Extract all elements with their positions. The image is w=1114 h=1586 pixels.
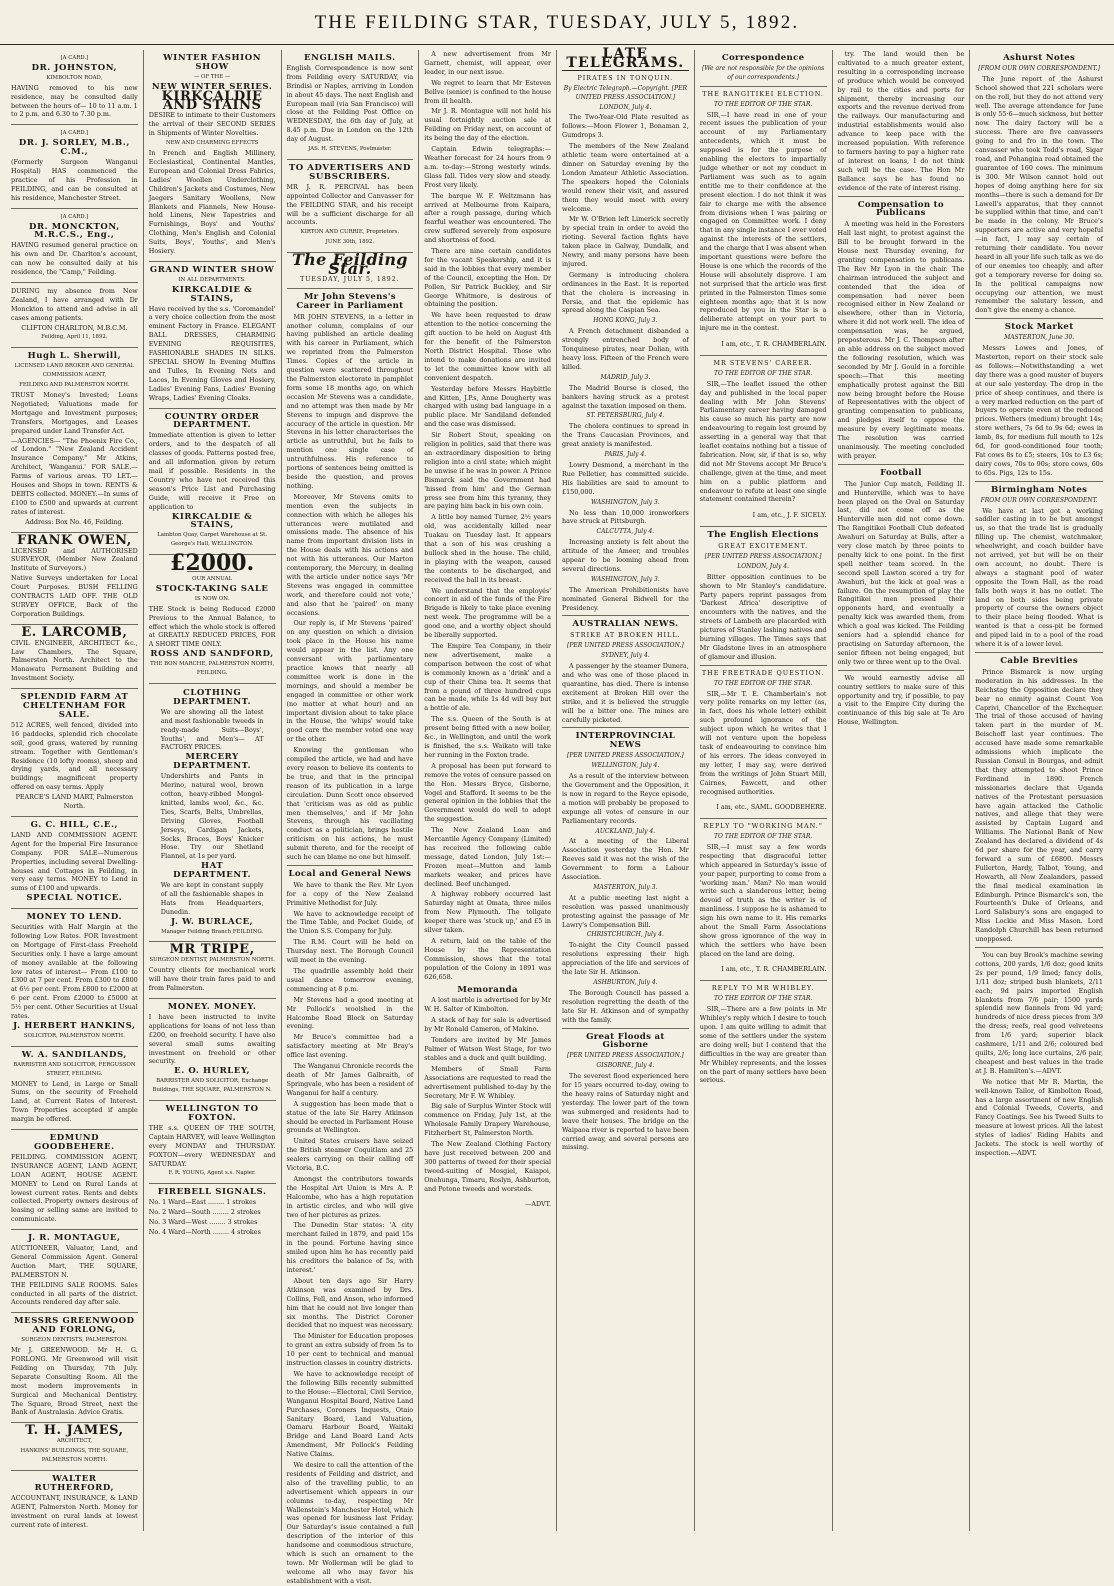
ad-extra: Native Surveys undertaken for Local Court Purposes. BUSH FELLING CONTRACTS LAID OFF. THE OLD SURVEY OFFICE, Back of the Corporation Buildings. [11,574,138,618]
ad-name: DR. JOHNSTON, [31,62,118,73]
telegram-item: Germany is introducing cholera ordinances in the East. It is reported that the cholera is increasing in Persia, and that the epidemic has spread along the Caspian Sea. [562,270,689,315]
news-item: A lost marble is advertised for by Mr W. H. Salter of Kimbolton. [424,996,551,1014]
letter-salutation: TO THE EDITOR OF THE STAR. [713,995,813,1003]
firebell-row: No. 4 Ward—North ........ 4 strokes [148,1227,261,1236]
ad-sub: STOCK-TAKING SALE [155,583,269,594]
editor-note: [We are not responsible for the opinions of our correspondents.] [701,64,825,81]
dateline: CALCUTTA, July 4. [596,528,655,536]
ad-hurley [149,999,276,1101]
ad-clothing-factory [149,684,276,942]
article-heading: Birmingham Notes [991,484,1088,495]
ad-name: MESSRS GREENWOOD AND FORLONG, [14,1316,135,1336]
article-paragraph: Our reply is, if Mr Stevens 'paired' on any question on which a division took place in the House his name would appear in the list. Any one conversant with parliamentary practice knows that nearly all committee work is done in the mornings, and should a member be engaged in committee or other work (no matter at what hour) and an important division about to take place in the House, the 'whips' would take good care the member voted one way or the other. [286,619,414,744]
press-credit: [PER UNITED PRESS ASSOCIATION.] [567,1052,684,1060]
article-paragraph: We have at last got a working saddler casting in to be but amongst us, so that the trade list is gradually filling up. The chemist, watchmaker, wheelwright, and coach builder have not arrived, yet but will be on their own account, no doubt. There is always a stagnant pool of water opposite the Town Hall, as the road falls both ways it has no outlet. The land on both sides being private property of course the owners object to their place being flooded. What is wanted is that a cess-pit be formed and piped laid in to a pool of the road where it is of a lower level. [975,506,1103,649]
notice-signature: JAS. H. STEVENS, Postmaster. [308,146,392,153]
article-paragraph: Knowing the gentleman who compiled the article, we had and have every reason to believe its contents to be true, and that in the principal reason of its publication in a large circulation. Dunn Scott once observed that 'criticism was as old as public men themselves,' and if Mr John Stevens, through his vacillating conduct as a politician, brings hostile criticism on his actions, he must submit thereto, and for the receipt of such he can blame no one but himself. [286,746,414,862]
divider [700,980,827,981]
news-item: Tenders are invited by Mr James Palmer of Watson West Stage, for two stables and a duck and quilt building. [424,1036,551,1062]
telegram-item: As a result of the interview between the Government and the Opposition, it is now in regard to the Reyce episode, a motion will probably be proposed to expunge all votes of censure in our Parliamentary records. [562,772,689,825]
ad-title: MONEY TO LEND. [26,912,123,923]
ad-hill [11,817,138,909]
divider [975,481,1103,482]
ad-winter-fashion [149,50,276,262]
letter-salutation: TO THE EDITOR OF THE STAR. [713,679,813,687]
press-credit: By Electric Telegraph.—Copyright. [PER UNITED PRESS ASSOCIATION.] [563,84,687,101]
ad-sherwill [11,348,138,532]
press-credit: [FROM OUR OWN CORRESPONDENT.] [978,64,1100,72]
section-subheading: STRIKE AT BROKEN HILL. [570,631,681,640]
article-heading: Stock Market [1004,322,1074,333]
news-item: Captain Edwin telegraphs:—Weather forecast for 24 hours from 9 a.m. to-day:—Strong westerly winds. Glass fall. Tides very slow and steady. Frost very likely. [424,145,551,189]
ad-name: J. R. MONTAGUE, [28,1233,121,1244]
ad-title: FIREBELL SIGNALS. [157,1187,267,1198]
notice-body: MR J. R. PERCIVAL has been appointed Collector and Canvasser for the FEILDING STAR, and his receipt will be a sufficient discharge for all accounts. [286,182,414,227]
article-paragraph: We would earnestly advise all country settlers to make sure of this opportunity and try, if possible, to pay a visit to the Empire City during the continuance of this big sale at Te Aro House, Wellington. [837,673,965,727]
ad-name: MR TRIPE, [169,942,255,958]
ad-stock-taking [148,550,276,684]
ad-name: WALTER RUTHERFORD, [34,1473,115,1493]
column-4 [419,50,557,1531]
article-heading: Compensation to Publicans [857,199,944,219]
article-paragraph: A meeting was held in the Foresters Hall last night, to protest against the Bill to be brought forward in the House next Thursday evening, for granting compensation to publicans. The Rev Mr Lyon in the chair. The chairman introduced the subject and contended that the idea of compensation had never been recognised either in New Zealand or elsewhere, other than in Victoria, where it did not work well. The idea of compensation was, he argued, preposterous. Mr J. C. Thompson after an able address on the subject moved the following resolution, which was seconded by Mr J. Gould in a forcible speech:—That this meeting emphatically protest against the Bill now being brought before the House of Representatives with the object of granting compensation to publicans, and pledges itself to oppose the measure by every legitimate means. The resolution was carried unanimously. The meeting concluded with prayer. [837,220,965,460]
ad-name: J. HERBERT HANKINS, [13,1021,136,1031]
ad-body: ACCOUNTANT, INSURANCE, & LAND AGENT, Palmerston North. Money for investment on rural lands at lowest current rate of interest. [11,1493,138,1529]
telegram-item: The Madrid Bourse is closed, the bankers having struck as a protest against the taxation imposed on them. [562,383,689,410]
news-item: The Empire Tea Company, in their new advertisement, make a comparison between the cost of what is commonly known as a 'drink' and a cup of their China tea. It seems that from a pound of three hundred cups can be made, while 1s 4d will buy but a bottle of ale. [424,642,551,713]
dateline: MASTERTON, June 30. [1004,334,1075,342]
ad-address: Address: Box No. 46, Feilding. [25,517,124,526]
letter-salutation: TO THE EDITOR OF THE STAR. [713,833,813,841]
masthead [0,0,1114,45]
letter-heading: REPLY TO MR WHIBLEY. [711,984,815,993]
column-3 [282,50,420,1585]
ad-date: Feilding, April 11, 1892. [41,334,108,341]
news-item: About ten days ago Sir Harry Atkinson was examined by Drs. Collins, Fell, and Anson, who informed him that he could not live longer than six months. The District Coroner decided that no inquest was necessary. [286,1276,414,1330]
ad-larcomb [11,625,138,689]
telegram-item: To-night the City Council passed resolutions expressing their high appreciation of the life and services of the late Sir H. Atkinson. [562,941,689,977]
article-heading: Correspondence [721,53,805,63]
telegram-item: The Two-Year-Old Plate resulted as follows:—Moon Flower 1, Bonaman 2, Gumdrops 3. [562,113,689,140]
ad-salerooms: THE FEILDING SALE ROOMS. Sales conducted in all parts of the district. Accounts rendered day after sale. [11,1280,138,1307]
letter-salutation: TO THE EDITOR OF THE STAR. [713,100,813,108]
telegram-item: No less than 10,000 ironworkers have struck at Pittsburgh. [562,508,689,526]
ad-role: SURGEON DENTISTS, PALMERSTON. [21,1337,128,1344]
divider [838,196,965,197]
dateline: WELLINGTON, July 4. [591,762,660,770]
telegram-item: Lowry Desmond, a merchant in the Rue Pelletier, has committed suicide. His liabilities are said to amount to £150,000. [562,460,689,496]
news-item: We have to acknowledge receipt of the Time Table, and Pocket Guide, of the Union S.S. Company for July. [286,909,414,936]
telegram-item: The members of the New Zealand athletic team were entertained at a dinner on Saturday evening by the London Amateur Athletic Association. The speakers hoped the Colonials would renew their visit, and assured them they would meet with every welcome. [562,142,689,213]
letter-body: SIR,—There are a few points in Mr Whibley's reply which I desire to touch upon. I am quite willing to admit that some of the settlers under the system are doing well; but I contend that the difficulties in the way are greater than Mr Whibley represents, and the losses on the part of many settlers have been serious. [699,1005,827,1085]
divider [562,1028,689,1029]
ad-foxton-steamer [149,1101,276,1184]
ad-rutherford [11,1471,138,1534]
article-paragraph: Prince Bismarck is now urging moderation in his addresses. In the Reichstag the Opposition declare they bear no enmity against Count Von Caprivi, Chancellor of the Exchequer. The trial of those accused of having taken part in the murder of M. Beischoff last year continues. The accused have made some remarkable admissions which implicate the Russian Consul in Bourgas, and admit that they attempted to shoot Prince Ferdinand in 1890. French missionaries declare that Uganda natives of the Protestant persuasion have again attacked the Catholic natives, and allege that they were assisted by Captain Lugard and Williams. The National Bank of New Zealand has declared a dividend of 4s 6d per share for the year, and carry forward a sum of £6800. Messrs Fullerton, Hardy, Talbot, Young, and Howarth, all New Zealanders, passed the final medical examination in Edinburgh. Prince Bismarck's son, the Fourteenth's Duke of Orleans, and Lord Salisbury's sons are engaged to Miss Lockie and Miss Mason. Lord Randolph Churchill has been returned unopposed. [975,667,1103,944]
ad-body: CIVIL ENGINEER, ARCHITECT &c., Law Chambers, The Square, Palmerston North. Architect to the Manawatu Permanent Building and Investment Society. [11,638,138,683]
ad-place: FEILDING AND PALMERSTON NORTH. [19,382,130,389]
ad-of: — OF THE — [193,73,231,80]
article-heading: Football [880,467,922,478]
news-item: The quadrille assembly hold their usual dance tomorrow evening, commencing at 8 p.m. [286,967,414,993]
ad-name: T. H. JAMES, [25,1423,124,1439]
divider [700,665,827,666]
ad-name: DR. J. SORLEY, M.B., C.M., [18,138,130,158]
news-item: United States cruisers have seized the British steamer Coquitlam and 25 sealers carrying on their calling off Victoria, B.C. [286,1137,414,1173]
ad-tag: [A CARD.] [60,55,89,61]
letter-salutation: TO THE EDITOR OF THE STAR. [713,369,813,377]
ad-title: CLOTHING DEPARTMENT. [173,688,252,707]
ad-title: MONEY. MONEY. [167,1002,257,1012]
editorial-date: TUESDAY, JULY 5, 1892. [300,275,400,283]
ad-james [11,1423,138,1471]
editorial-flag: The Feilding Star. [291,250,408,279]
dateline: PARIS, July 4. [604,451,647,459]
ad-hankins [11,909,138,1047]
divider [700,355,827,356]
ad-body: HANKINS' BUILDINGS, THE SQUARE, PALMERSTON NORTH. [20,1448,129,1464]
ad-hat-title: HAT DEPARTMENT. [173,861,252,881]
masthead-title: THE FEILDING STAR, TUESDAY, JULY 5, 1892. [314,12,800,33]
ad-body: Country clients for mechanical work will have their train fares paid to and from Palmerston. [148,966,276,993]
ad-firm: KIRKCALDIE AND STAINS [161,88,263,113]
late-telegrams-heading: LATE TELEGRAMS. [562,50,689,71]
notice-title: ENGLISH MAILS. [304,53,396,63]
ad-signature: F. R. YOUNG, Agent s.s. Napier. [168,1170,256,1177]
letter-signature: I am, etc., SAML. GOODBEHERE. [716,802,827,811]
ad-body: Have received by the s.s. 'Coromandel' a very choice collection from the most eminent Factory in France. ELEGANT BALL DRESSES, CHARMING EVENING REQUISITES, FASHIONABLE SHADES IN SILKS. SPECIAL SHOW In Evening Muffins and Tulles, In Evening Nets and Laces, In Evening Gloves and Hosiery, Ladies' Evening Fans, Ladies' Evening Wraps, Ladies' Evening Cloaks. [148,304,276,402]
ad-role: Manager Feilding Branch FEILDING. [161,928,264,935]
divider [838,670,965,671]
ad-body: THE Stock is being Reduced £2000 Previous to the Annual Balance, to effect which the whole stock is offered at GREATLY REDUCED PRICES, FOR A SHORT TIME ONLY. [148,604,276,649]
column-8 [970,50,1108,1531]
letter-heading: THE RANGITIKEI ELECTION. [702,89,824,98]
ad-sub: NEW AND CHARMING EFFECTS [165,140,259,147]
news-item: A proposal has been put forward to remove the votes of censure passed on the Hon. Messrs Bryce, Gisborne, Vogel and Stafford. It seems to be the general opinion in the lobbies that the Government would do well to adopt the suggestion. [424,761,551,824]
ad-body: I have been instructed to invite applications for loans of not less than £200, on freehold security. I have also several small sums awaiting investment on freehold or other security. [148,1012,276,1066]
ad-sorley [11,125,138,208]
press-credit: [PER UNITED PRESS ASSOCIATION.] [704,552,822,560]
ad-place: THE BON MARCHE, PALMERSTON NORTH, FEILDING. [150,661,275,677]
news-item: A suggestion has been made that a statue of the late Sir Harry Atkinson should be erected in Parliament House grounds at Wellington. [286,1099,414,1135]
divider [562,727,689,728]
divider [700,526,827,527]
news-item: The Minister for Education proposes to grant an extra subsidy of from 5s to 10 per cent to technical and manual instruction classes in country districts. [286,1332,414,1368]
article-heading: Ashurst Notes [1003,53,1076,63]
news-item: A stack of hay for sale is advertised by Mr Ronald Cameron, of Makino. [424,1016,551,1034]
ad-title: COUNTRY ORDER DEPARTMENT. [164,411,260,431]
ad-country-order [149,409,276,556]
ad-body: MONEY to Lend, in Large or Small Sums, on the security of Freehold Land, at Current Rates of Interest. Town Properties accepted if ample margin be offered. [11,1079,138,1124]
ad-greenwood [11,1313,138,1423]
news-item: The Dunedin Star states: 'A city merchant failed in 1879, and paid 15s in the pound. Fortune having since smiled upon him he has recently paid his creditors the balance of 5s, with interest.' [286,1221,414,1274]
telegram-item: The American Prohibitionists have nominated General Bidwell for the Presidency. [562,585,689,612]
ad-title: OUR ANNUAL [192,576,233,583]
ad-list: In French and English Millinery, Ecclesiastical, Continental Mantles, European and Colonial Dress Fabrics, Ladies' Woollen Underclothing, Children's Jackets and Costumes, New Jaegers Sanitary Woollens, New Blankets and Flannels, New House-hold Linens, New Tapestries and Furnishings, Boys' and Youths' Clothing, Men's English and Colonial Suits, Boys', Youths', and Men's Hosiery. [148,149,276,256]
firebell-row: No. 1 Ward—East ........ 1 strokes [148,1198,257,1207]
ad-notice: SPECIAL NOTICE. [26,893,123,904]
dateline: ST. PETERSBURG, July 4. [586,412,665,420]
advertorial-paragraph: You can buy Brook's machine sewing cottons, 200 yards, 1/6 doz; good knits 2s per pound, 1/9 lined; fancy dolls, 1/11 doz; striped bush blankets, 2/11 each; 9d pairs imported English blankets from 7/6 pair; 1500 yards splendid new flannels from 9d yard; hundreds of nice dress pieces from 3/9 the dress; reefs, real good velveteens from 1/6 yard; superior black cashmere, 1/11 and 2/6; coloured bed quilts, 2/6; long lace curtains, 2/6 pair, cheapest and best values in the trade at J. B. Hamilton's.—ADVT. [975,951,1103,1075]
ad-body: Immediate attention is given to letter orders, and to the despatch of all classes of goods. Patterns posted free, and all information given by return mail if possible. Residents in the Country who have not received this season's Price List and Purchasing Guide, will receive it Free on application to [148,431,276,511]
ad-mercery-title: MERCERY DEPARTMENT. [173,752,252,772]
ad-address: KIMBOLTON ROAD, [46,74,103,81]
article-heading: Local and General News [288,868,412,879]
dateline: WASHINGTON, July 3. [590,498,660,506]
dateline: LONDON, July 4. [737,562,790,570]
divider [975,947,1103,948]
news-item: A new advertisement from Mr Garnett, chemist, will appear, over leader, in our next issue. [424,50,551,76]
notice-title: TO ADVERTISERS AND SUBSCRIBERS. [288,162,411,182]
news-item: A highway robbery occurred last Saturday night at Omata, three miles from New Plymouth. The tollgate keeper there was 'stuck up,' and £5 in silver taken. [424,890,551,935]
notice-english-mails [287,50,414,160]
article-paragraph: Moreover, Mr Stevens omits to mention even the subjects in connection with which he alleges his utterances were mutilated and omissions made. The absence of his name from important division lists in the House deals with his actions and not with his utterances. Our Marton contemporary, the Mercury, in dealing with the article under notice says 'Mr Stevens was engaged in committee work, and therefore could not vote,' and also that he 'paired' on many occasions. [286,492,414,617]
article-heading: The English Elections [707,530,819,541]
divider [700,86,827,87]
news-item: We desire to call the attention of the residents of Feilding and district, and also of the travelling public, to an advertisement which appears in our columns to-day, respecting Mr Wallenstein's Manchester Hotel, which was opened for business last Friday. Our Saturday's issue contained a full description of the interior of this handsome and commodious structure, which is such an ornament to the town. Mr Wollerman will be glad to welcome all who may favor his establishment with a visit. [286,1461,414,1585]
article-paragraph: The June report of the Ashurst School showed that 221 scholars were on the roll, but they do not attend very well. The average attendance for June is only 55·6—much sickness, but better now. The dairy factory will be a success. There are five canvassers going to and fro in the town. The canvasser who took Todd's road, Sigar road, and Pohangina road obtained the guarantee of 160 cows. The minimum is 300. Mr Wilson cannot hold out hopes of doing anything here for six months—there is such a demand for Dr Lawell's apparatus, that they cannot be supplied within that time, and can't be made in the colony. Mr Bruce's supporters are active and very hopeful—in fact, I may say certain of returning their candidate. You never heard in all your life such talk as we do of our enemies too cheaply, and after got a temporary reverse for doing so. In the political campaigns now occupying our attention, we must remember the salutary lesson, and don't give the enemy a chance. [975,74,1103,315]
article-heading-memoranda: Memoranda [457,984,518,995]
telegram-item: A passenger by the steamer Dunera, and who was one of those placed in quarantine, has died. There is intense excitement at Broken Hill over the strike, and it is believed the struggle will be a bitter one. The mines are carefully picketed. [562,662,689,724]
ad-name: G. C. HILL, C.E., [30,819,119,830]
press-credit: [PER UNITED PRESS ASSOCIATION.] [567,752,684,760]
news-item: A little boy named Turner, 2½ years old, was accidentally killed near Tuakau on Tuesday last. It appears that a son of his was crushing a bullock shed in the house. The child, in playing with the weapon, caused the contents to be discharged, and received the ball in its breast. [424,513,551,584]
ad-address: Lambton Quay, Carpet Warehouse at St. George's Hall, WELLINGTON. [157,532,268,548]
ad-title: GRAND WINTER SHOW [149,264,275,275]
ad-is: IS NOW ON. [194,595,230,602]
ad-montague [11,1230,138,1313]
ad-signature: PEARCE'S LAND MART, Palmerston North. [15,793,134,811]
article-heading: Cable Brevities [1000,656,1078,666]
telegram-item: The cholera continues to spread in the Trans Caucasian Provinces, and great anxiety is manifested. [562,422,689,449]
ad-name: DR. MONCKTON, M.R.C.S., Eng., [28,221,120,241]
ad-tag: [A CARD.] [60,130,89,137]
news-item: A return, laid on the table of the House by the Representation Commission, shows that the total population of the Colony in 1891 was 626,658. [424,937,551,981]
column-1 [6,50,144,1531]
article-paragraph: The Junior Cup match, Feilding II. and Hunterville, which was to have been played on the Oval on Saturday last, did not come off as the Hunterville men did not come down. The Rangitikei Football Club defeated Awahuri on Saturday at Bulls, after a very close match by three points to penalty kick to one point. In the first spell neither team scored. In the second spell Lawton scored a try for Awahuri, but the kick at goal was a failure. On the resumption of play the Rangitikei men pressed their opponents hard, and eventually a penalty kick was awarded them, from which a goal was kicked. The Feilding seniors had a splendid chance for practising on Saturday afternoon, the senior fifteen not being engaged, but only two or three went up to the Oval. [837,479,965,666]
news-item: The s.s. Queen of the South is at present being fitted with a new boiler, &c., in Wellington, and until the work is finished, the s.s. Waikato will take her running in the Foxton trade. [424,715,551,759]
dateline: LONDON, July 4. [599,103,652,111]
ad-hat-body: We are kept in constant supply of all the fashionable shapes in Hats from Headquarters, Dunedin. [160,881,264,916]
ad-body: Mr J. GREENWOOD. Mr H. G. FORLONG. Mr Greenwood will visit Feilding on Thursday, 7th July. Separate Consulting Room. All the most modern improvements in Surgical and Mechanical Dentistry. The Square, Broad Street, next the Bank of Australasia. Advice Gratis. [11,1346,138,1417]
news-item: Yesterday before Messrs Haybittle and Kitten, J.P.s, Anne Dougherty was charged with using bad language in a public place. Mr Sandiland defended and the case was dismissed. [424,384,551,429]
telegram-item: At a meeting of the Liberal Association yesterday the Hon. Mr Reeves said it was not the wish of the Government to form a Labour Association. [562,837,689,882]
column-5 [557,46,695,1531]
ad-series: NEW WINTER SERIES. [151,81,273,92]
news-item: The New Zealand Loan and Mercantile Agency Company (Limited) has received the following cable message, dated London, July 1st:—Frozen meat—Mutton and lamb markets weaker, and prices have declined. Beef unchanged. [424,826,551,888]
letter-body: SIR,—Mr T. E. Chamberlain's not very polite remarks on my letter (as, in fact, does his whole letter) exhibit such profound ignorance of the subject upon which he writes that I will not venture upon the hopeless task of endeavouring to convince him of his errors. The ideas conveyed in my letter, I may say, were derived from the writings of John Stuart Mill, Cairnes, Fawcett, and other recognised authorities. [699,689,827,796]
news-item: The barque W. F. Weltzmann has arrived at Melbourne from Kaipara, after a rough passage, during which fearful weather was encountered. The crew suffered severely from exposure and shortness of food. [424,191,551,245]
divider [700,818,827,819]
news-item: We have to thank the Rev. Mr Lyon for a copy of the New Zealand Primitive Methodist for July. [286,880,414,907]
divider [975,652,1103,653]
dateline: AUCKLAND, July 4. [595,827,656,835]
notice-date: JUNE 30th, 1892. [325,239,375,246]
advertorial-paragraph: We notice that Mr R. Martin, the well-known Tailor, of Kimbolton Road, has a large assortment of new English and Colonial Tweeds, Coverts, and Fancy Coatings. See his Tweed Suits to measure at lowest prices. All the latest styles of ladies' Riding Habits and Jackets. The stock is well worthy of inspection.—ADVT. [975,1077,1103,1157]
dateline: CHRISTCHURCH, July 4. [586,931,664,939]
column-6 [695,50,833,1531]
ad-title: WINTER FASHION SHOW [163,53,262,72]
column-2 [144,50,282,1531]
ad-body: 512 ACRES, well fenced, divided into 16 paddocks, splendid rich chocolate soil, good grass, watered by running stream. Together with Gentleman's Residence (10 lofty rooms), sheep and drying yards, and all necessary buildings; magnificent property offered on easy terms. Apply [11,720,138,792]
news-item: Sir Robert Stout, speaking on religion in politics, said that there was an extraordinary disposition to bring religion into a civil state; which might be unwise if he was in power. A Prince Bismarck said the Government had 'hissed from him' and the German press see from him this tyranny, they are paying him back in his own coin. [424,431,551,511]
dateline: GISBORNE, July 4. [596,1062,655,1070]
ad-sub: IN ALL DEPARTMENTS. [178,276,246,283]
ad-title: WELLINGTON TO FOXTON. [165,1104,259,1123]
ad-name: E. LARCOMB, [21,624,128,640]
advt-mark: —ADVT. [525,1199,551,1208]
telegram-item: Mr W. O'Brien left Limerick secretly by special train in order to avoid the rioting. Several faction fights have taken place in Galway, Dundalk, and Newry, and many persons have been injured. [562,215,689,268]
press-credit: [PER UNITED PRESS ASSOCIATION.] [567,642,684,650]
ad-name: Hugh L. Sherwill, [27,351,122,362]
ad-body: HAVING removed to his new residence, may be consulted daily between the hours of— 10 to 11 a.m. 1 to 2 p.m. and 6.30 to 7.30 p.m. [11,83,138,119]
article-paragraph: Bitter opposition continues to be shown to Mr Stanley's candidature. Party papers reprint passages from 'Darkest Africa' descriptive of encounters with the natives, and the streets of Lambeth are placarded with pictures of Stanley lashing natives and burning villages. The Times says that Mr Gladstone lives in an atmosphere of glamour and illusion. [699,572,827,661]
news-item: Members of Small Farm Associations are requested to read the advertisement published to-day by the Secretary, Mr F. W. Whibley. [424,1064,551,1100]
ad-sandilands [11,1047,138,1130]
news-item: We understand that the employés' concert in aid of the funds of the Fire Brigade is likely to take place evening next week. The programme will be a good one, and a worthy object should be liberally supported. [424,586,551,640]
section-subheading: PIRATES IN TONQUIN. [577,73,674,82]
ad-firebell [149,1184,276,1242]
telegram-item: Increasing anxiety is felt about the attitude of the Ameer, and troubles appear to be looming ahead from several directions. [562,538,689,573]
ad-johnston [11,50,138,125]
ad-role: SOLICITOR, PALMERSTON NORTH. [23,1032,125,1039]
firebell-row: No. 2 Ward—South ........ 2 strokes [148,1208,261,1217]
article-heading: AUSTRALIAN NEWS. [572,619,679,630]
ad-title: SPLENDID FARM AT CHELTENHAM FOR SALE. [20,692,129,720]
ad-name: FRANK OWEN, [17,532,132,548]
letter-signature: I am, etc., J. F. SICELY. [752,510,827,519]
ad-name: W. A. SANDILANDS, [21,1049,127,1060]
news-item: We regret to learn that Mr Esteven Bellve (senior) is confined to the house from ill health. [424,78,551,105]
ad-body: HAVING resumed general practice on his own and Dr. Charlton's account, can now be consulted daily at his residence, the "Camp," Feilding. [11,241,138,277]
ad-firm: KIRKCALDIE & STAINS, [171,284,253,304]
divider [287,865,414,866]
article-paragraph: Messrs Lowes and Jones, of Masterton, report on their stock sale as follows:—Notwithstanding a wet day there was a good muster of buyers at our sale yesterday. The drop in the price of sheep continues, and there is a very marked reduction on the part of buyers to operate even at the reduced prices. Wethers (medium) brought 14s; store wethers, 7s 6d to 9s 6d; ewes in lamb, 8s, for medium full mouth to 12s 6d, for good-conditioned four tooth; Fat cows 8s to £5; steers, 10s to £3 6s; dairy cows, 70s to 90s; store cows, 60s to 65s. Pigs, 12s to 15s. [975,344,1103,477]
news-item: There are nine certain candidates for the vacant Speakership, and it is said in the lobbies that every member of the Council, excepting the Hon. Dr Pollen, Sir Patrick Buckley, and Sir George Whitmore, is desirous of obtaining the position. [424,247,551,309]
news-item: Mr J. R. Montague will not hold his usual fortnightly auction sale at Feilding on Friday next, on account of its being the day of the election. [424,107,551,143]
letter-continuation: try. The land would then be cultivated to a much greater extent, resulting in a corresponding increase of produce which would be conveyed by rail to the cities and ports for shipment, thereby increasing our exports and the revenue derived from the railways. Our manufacturing and industrial establishments would also advance to keep pace with the increased population. With reference to farmers having to pay a higher rate of interest on loans, I do not think such will be the case. The Hon Mr Ballance says he has found no evidence of the rate of interest rising. [837,50,965,192]
article-heading: Great Floods at Gisborne [586,1031,665,1051]
ad-name: EDMUND GOODBEHERE. [34,1133,115,1152]
news-item: Amongst the contributors towards the Hospital Art Union is Mrs A. P. Halcombe, who has a high reputation in artistic circles, and who will give two of her pictures as prizes. [286,1174,414,1219]
ad-role: BARRISTER AND SOLICITOR, Exchange Buildings, THE SQUARE, PALMERSTON N. [152,1078,272,1094]
ad-body: THE s.s. QUEEN OF THE SOUTH, Captain HARVEY, will leave Wellington every MONDAY and THURSDAY. FOXTON—every WEDNESDAY and SATURDAY. [148,1123,276,1168]
ad-cheltenham-farm [11,689,138,817]
press-credit: FROM OUR OWN CORRESPONDENT. [980,496,1098,504]
ad-tripe [149,942,276,999]
ad-body: LAND AND COMMISSION AGENT. Agent for the Imperial Fire Insurance Company. FOR SALE—Numerous Properties, including several Dwelling-houses and Cottages in Feilding, in very easy terms. MONEY to Lend in sums of £100 and upwards. [11,830,138,893]
ad-body: DESIRE to intimate to their Customers the arrival of their SECOND SERIES in Shipments of Winter Novelties. [148,111,276,138]
divider [562,615,689,616]
ad-headline-amount: £2000. [170,550,255,577]
ad-title: LICENSED LAND BROKER AND GENERAL COMMISSION AGENT, [14,363,135,379]
ad-body: Securities with Half Margin at the following Low Rates. FOR Investment on Mortgage of First-class Freehold Securities only. I have a large amount of money available at the following low rates of interest— From £100 to £300 at 7 per cent. From £300 to £800 at 6½ per cent. From £800 to £2000 at 6 per cent. From £2000 to £5000 at 5½ per cent. Other Securities at Usual rates. [11,923,138,1021]
divider [838,464,965,465]
ad-body: (Formerly Surgeon Wanganui Hospital) HAS commenced the practice of his Profession in FEILDING, and can be consulted at his residence, Manchester Street. [11,158,138,202]
ad-body: DURING my absence from New Zealand, I have arranged with Dr Monckton to attend and advise in all cases among patients. [11,286,138,322]
news-item: Big sale of Surplus Winter Stock will commence on Friday, July 1st, at the Wholesale Family Drapery Warehouse, Fitzherbert St, Palmerston North. [424,1102,551,1138]
ad-body: TRUST Money's Invested; Loans Negotiated; Valuations made for Mortgage and Investment purposes; Transfers, Mortgages, and Leases prepared under Land Transfer Act. [11,391,138,435]
news-item: The New Zealand Clothing Factory have just received between 200 and 300 patterns of tweed for their special tweed-suiting of Mosgiel, Kaiapoi, Onehunga, Timaru, Roslyn, Ashburton, and Petone tweeds and worsteds. [424,1140,551,1193]
column-7 [833,50,971,1531]
letter-signature: I am, etc., T. R. CHAMBERLAIN. [721,965,827,974]
letter-heading: REPLY TO "WORKING MAN." [703,822,823,831]
notice-body: English Correspondence is now sent from Feilding every SATURDAY, via Brindisi or Naples, arriving in London in about 45 days. The next English and European mail (via San Francisco) will close at the Feilding Post Office on WEDNESDAY, the 6th day of July, at 8.45 p.m. Due in London on the 12th day of August. [286,63,414,144]
news-item: We have to acknowledge receipt of the following Bills recently submitted to the House:—Electoral, Civil Service, Wanganui Hospital Board, Native Land Purchases, Coroners Inquests, Otaio Sanitary Board, Land Valuation, Oamaru Harbour Board, Waitaki Bridge and Land Board Land Acts Amendment, Mr Pollock's Feilding Native Claims. [286,1369,414,1459]
telegram-item: The Borough Council has passed a resolution regretting the death of the late Sir H. Atkinson and of sympathy with the family. [562,988,689,1024]
article-heading: Mr John Stevens's Career in Parliament [296,291,404,311]
ad-body: AUCTIONEER, Valuator, Land, and General Commission Agent. General Auction Mart, THE SQUARE, PALMERSTON N. [11,1244,138,1279]
ad-role: BARRISTER AND SOLICITOR, FERGUSSON STREET, FEILDING. [13,1061,136,1077]
ad-name: E. O. HURLEY, [174,1066,251,1077]
letter-body: SIR,—I must say a few words respecting that disgraceful letter which appeared in Saturday's issue of your paper, purporting to come from a 'working man.' Man? No man would write such a slanderous letter, being devoid of truth as the writer is of manliness. I suppose he is ashamed to sign his own name to it. His remarks about the Small Farm Associations show gross ignorance of the way in which the settlers who have been placed on the land are doing. [699,842,827,958]
section-subheading: GREAT EXCITEMENT. [718,541,808,550]
ad-grand-winter [149,262,276,409]
divider [975,318,1103,319]
letter-signature: I am, etc., T. R. CHAMBERLAIN. [721,339,827,348]
article-heading: INTERPROVINCIAL NEWS [575,731,676,751]
ad-role: ARCHITECT, [56,1438,92,1445]
dateline: MADRID, July 3. [600,373,651,381]
firebell-row: No. 3 Ward—West ........ 3 strokes [148,1218,258,1227]
ad-body: FEILDING. COMMISSION AGENT, INSURANCE AGENT, LAND AGENT, LOAN AGENT, HOUSE AGENT. MONEY to Lend on Rural Lands at lowest current rates. Rents and debts collected. Property owners desirous of leasing or selling same are invited to communicate. [11,1152,138,1224]
ad-body: We are showing all the latest and most fashionable tweeds in ready-made Suits—Boys', Youths', and Men's— AT FACTORY PRICES. [160,707,264,752]
notice-advertisers [287,160,414,253]
dateline: WASHINGTON, July 3. [590,575,660,583]
letter-body: SIR,—I have read in one of your recent issues the publication of your account of my Parliamentary antecedents, which it must be supposed is for the purpose of enabling the electors to impartially judge whether or not my conduct in Parliament was such as to again entitle me to their confidence at the present election. I do not think it was fair to charge me with the absence from divisions when I was pairing or engaged on Committee work. I deny that in any single instance I ever voted against the interests of the settlers, and the charge that I was absent when important questions were before the House is one which the records of the House will absolutely disprove. I am not surprised that the article was first printed in the Palmerston Times some eighteen months ago; that it is now reproduced by you in the Star is a deliberate attempt on your part to injure me in the contest. [699,110,827,333]
ad-body: LICENSED and AUTHORISED SURVEYOR, (Member New Zealand Institute of Surveyors.) [11,546,138,573]
ad-role: SURGEON DENTIST, PALMERSTON NORTH. [149,957,275,964]
ad-signature: CLIFTON CHARLTON, M.B.C.M. [21,323,128,332]
dateline: MASTERTON, July 3. [593,883,658,891]
letter-heading: THE FREETRADE QUESTION. [701,668,825,677]
ad-firm: ROSS AND SANDFORD, [150,649,274,660]
telegram-item: A French detachment disbanded a strongly entrenched body of Tonquinese pirates, near Dolian, with heavy loss. Fifteen of the French were killed. [562,327,689,371]
telegram-item: At a public meeting last night a resolution was passed unanimously protesting against the passage of Mr Lawry's Compensation Bill. [562,893,689,929]
news-item: The R.M. Court will be held on Thursday next. The Borough Council will meet in the evening. [286,938,414,965]
article-paragraph: MR JOHN STEVENS, in a letter in another column, complains of our having published an article dealing with his career in Parliament, which we reprinted from the Palmerston Times. Copies of the article in question were scattered throughout the Palmerston electorate in pamphlet form some 18 months ago, on which occasion Mr Stevens was a candidate, and no attempt was then made by Mr Stevens to impugn and disprove the accuracy of the article in question. Mr Stevens in his letter characterises the article as untruthful, but he fails to mention one single case of untruthfulness. His reference to portions of sentences being omitted is beside the question, and proves nothing. [286,312,414,490]
notice-signature: KIRTON AND CURRIE, Proprietors. [300,229,400,236]
ad-name: J. W. BURLACE, [170,916,254,927]
dateline: HONG KONG, July 3. [593,317,658,325]
ad-goodbehere [11,1130,138,1230]
news-item: The Wanganui Chronicle records the death of Mr James Galbraith, of Springvale, who has been a resident of Wanganui for half a century. [286,1062,414,1097]
ad-agencies: —AGENCIES— "The Phoenix Fire Co., of London." "New Zealand Accident Insurance Company." Mr Atkins, Architect, 'Wanganui.' FOR SALE.—Farms of various areas. TO LET.—Houses and Shops in town. RENTS & DEBTS collected. MONEY.—In sums of £100 to £500 and upwards at current rates of interest. [11,436,138,516]
ad-owen [11,533,138,625]
letter-heading: MR STEVENS' CAREER. [713,358,813,367]
ad-mercery-body: Undershirts and Pants in Merino, natural wool, brown cotton, heavy-ribbed Mongol-knitted, lambs wool, &c., &c. Ties, Scarfs, Belts, Umbrellas, Driving Gloves, Football Jerseys, Cardigan Jackets, Socks, Braces, Boys' Knicker Hose. Try our Shetland Flannel, at 1s per yard. [160,772,264,861]
news-item: Mr Stevens had a good meeting at Mr Pollock's woolshed in the Halcombe Road Block on Saturday evening. [286,995,414,1031]
dateline: SYDNEY, July 4. [601,652,650,660]
ad-tag: [A CARD.] [60,213,89,220]
ad-firm: KIRKCALDIE & STAINS, [171,511,253,531]
news-item: We have been requested to draw attention to the notice concerning the gift auction to be held on August 4th for the benefit of the Palmerston North District Hospital. Those who intend to make donations are invited to let the committee know with all convenient despatch. [424,311,551,382]
newspaper-columns [6,46,1108,1585]
letter-body: SIR,—The leaflet issued the other day and published in the local paper dealing with Mr John Stevens' Parliamentary career having damaged his cause so much his party are now endeavouring to regain lost ground by asserting in a general way that that leaflet contains nothing but a tissue of fabrication. Now, sir, if that is so, why did not Mr Stevens accept Mr Bruce's challenge, given at the time, and meet him on a public platform and endeavour to refute at least one single statement contained therein? [699,379,827,504]
ad-monckton [11,209,138,283]
dateline: ASHBURTON, July 4. [593,979,658,986]
telegram-item: The severest flood experienced here for 15 years occurred to-day, owing to the heavy rains of Saturday night and yesterday. The lower part of the town was submerged and residents had to leave their houses. The bridge on the Waipaoa river is reported to have been carried away, and several persons are missing. [562,1072,689,1152]
ad-charlton [11,283,138,348]
news-item: Mr Bruce's committee had a satisfactory meeting at Mr Bray's office last evening. [286,1033,414,1060]
divider [287,288,414,289]
